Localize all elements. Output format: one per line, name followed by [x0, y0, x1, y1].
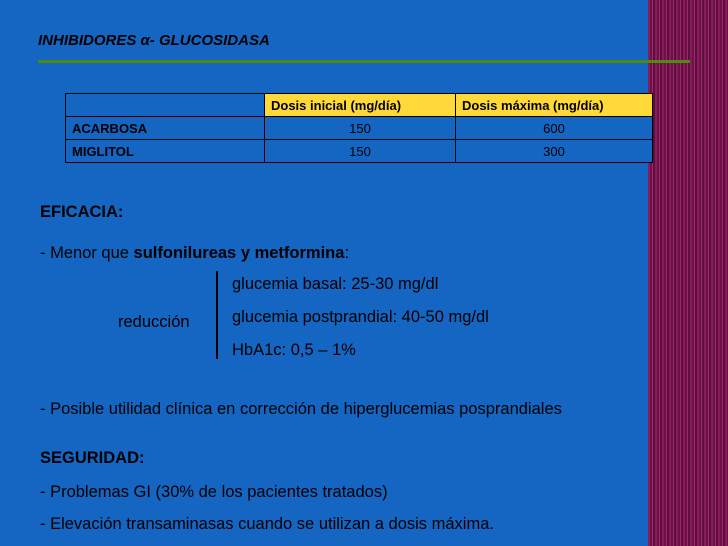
reduction-bracket: [216, 271, 218, 359]
slide-title: INHIBIDORES α- GLUCOSIDASA: [38, 32, 270, 49]
header-dosis-maxima: Dosis máxima (mg/día): [456, 94, 653, 117]
table-row: [66, 140, 653, 163]
drug-name: MIGLITOL: [66, 140, 265, 163]
table-row: [66, 117, 653, 140]
dose-max: 300: [456, 140, 653, 163]
header-dosis-inicial: Dosis inicial (mg/día): [265, 94, 456, 117]
menor-suffix: :: [344, 244, 350, 262]
eficacia-heading: EFICACIA:: [40, 203, 124, 221]
dose-max: 600: [456, 117, 653, 140]
decorative-strip: [648, 0, 728, 546]
utilidad-line: - Posible utilidad clínica en corrección de hiperglucemias posprandiales: [40, 400, 562, 418]
drug-name: ACARBOSA: [66, 117, 265, 140]
reduccion-label: reducción: [118, 313, 190, 331]
reduction-item-basal: glucemia basal: 25-30 mg/dl: [232, 275, 439, 293]
dose-initial: 150: [265, 140, 456, 163]
menor-que-line: [40, 244, 349, 263]
reduction-item-hba1c: HbA1c: 0,5 – 1%: [232, 341, 356, 359]
seguridad-item-transaminasas: - Elevación transaminasas cuando se utilizan a dosis máxima.: [40, 515, 494, 533]
menor-prefix: - Menor que: [40, 244, 134, 262]
seguridad-item-gi: - Problemas GI (30% de los pacientes tratados): [40, 483, 388, 501]
title-underline: [38, 60, 690, 63]
seguridad-heading: SEGURIDAD:: [40, 449, 145, 467]
reduction-item-postprandial: glucemia postprandial: 40-50 mg/dl: [232, 308, 489, 326]
dose-initial: 150: [265, 117, 456, 140]
table-header-row: [66, 94, 653, 117]
dosage-table: [65, 93, 653, 163]
table-header-empty: [66, 94, 265, 117]
menor-bold: sulfonilureas y metformina: [133, 244, 345, 262]
